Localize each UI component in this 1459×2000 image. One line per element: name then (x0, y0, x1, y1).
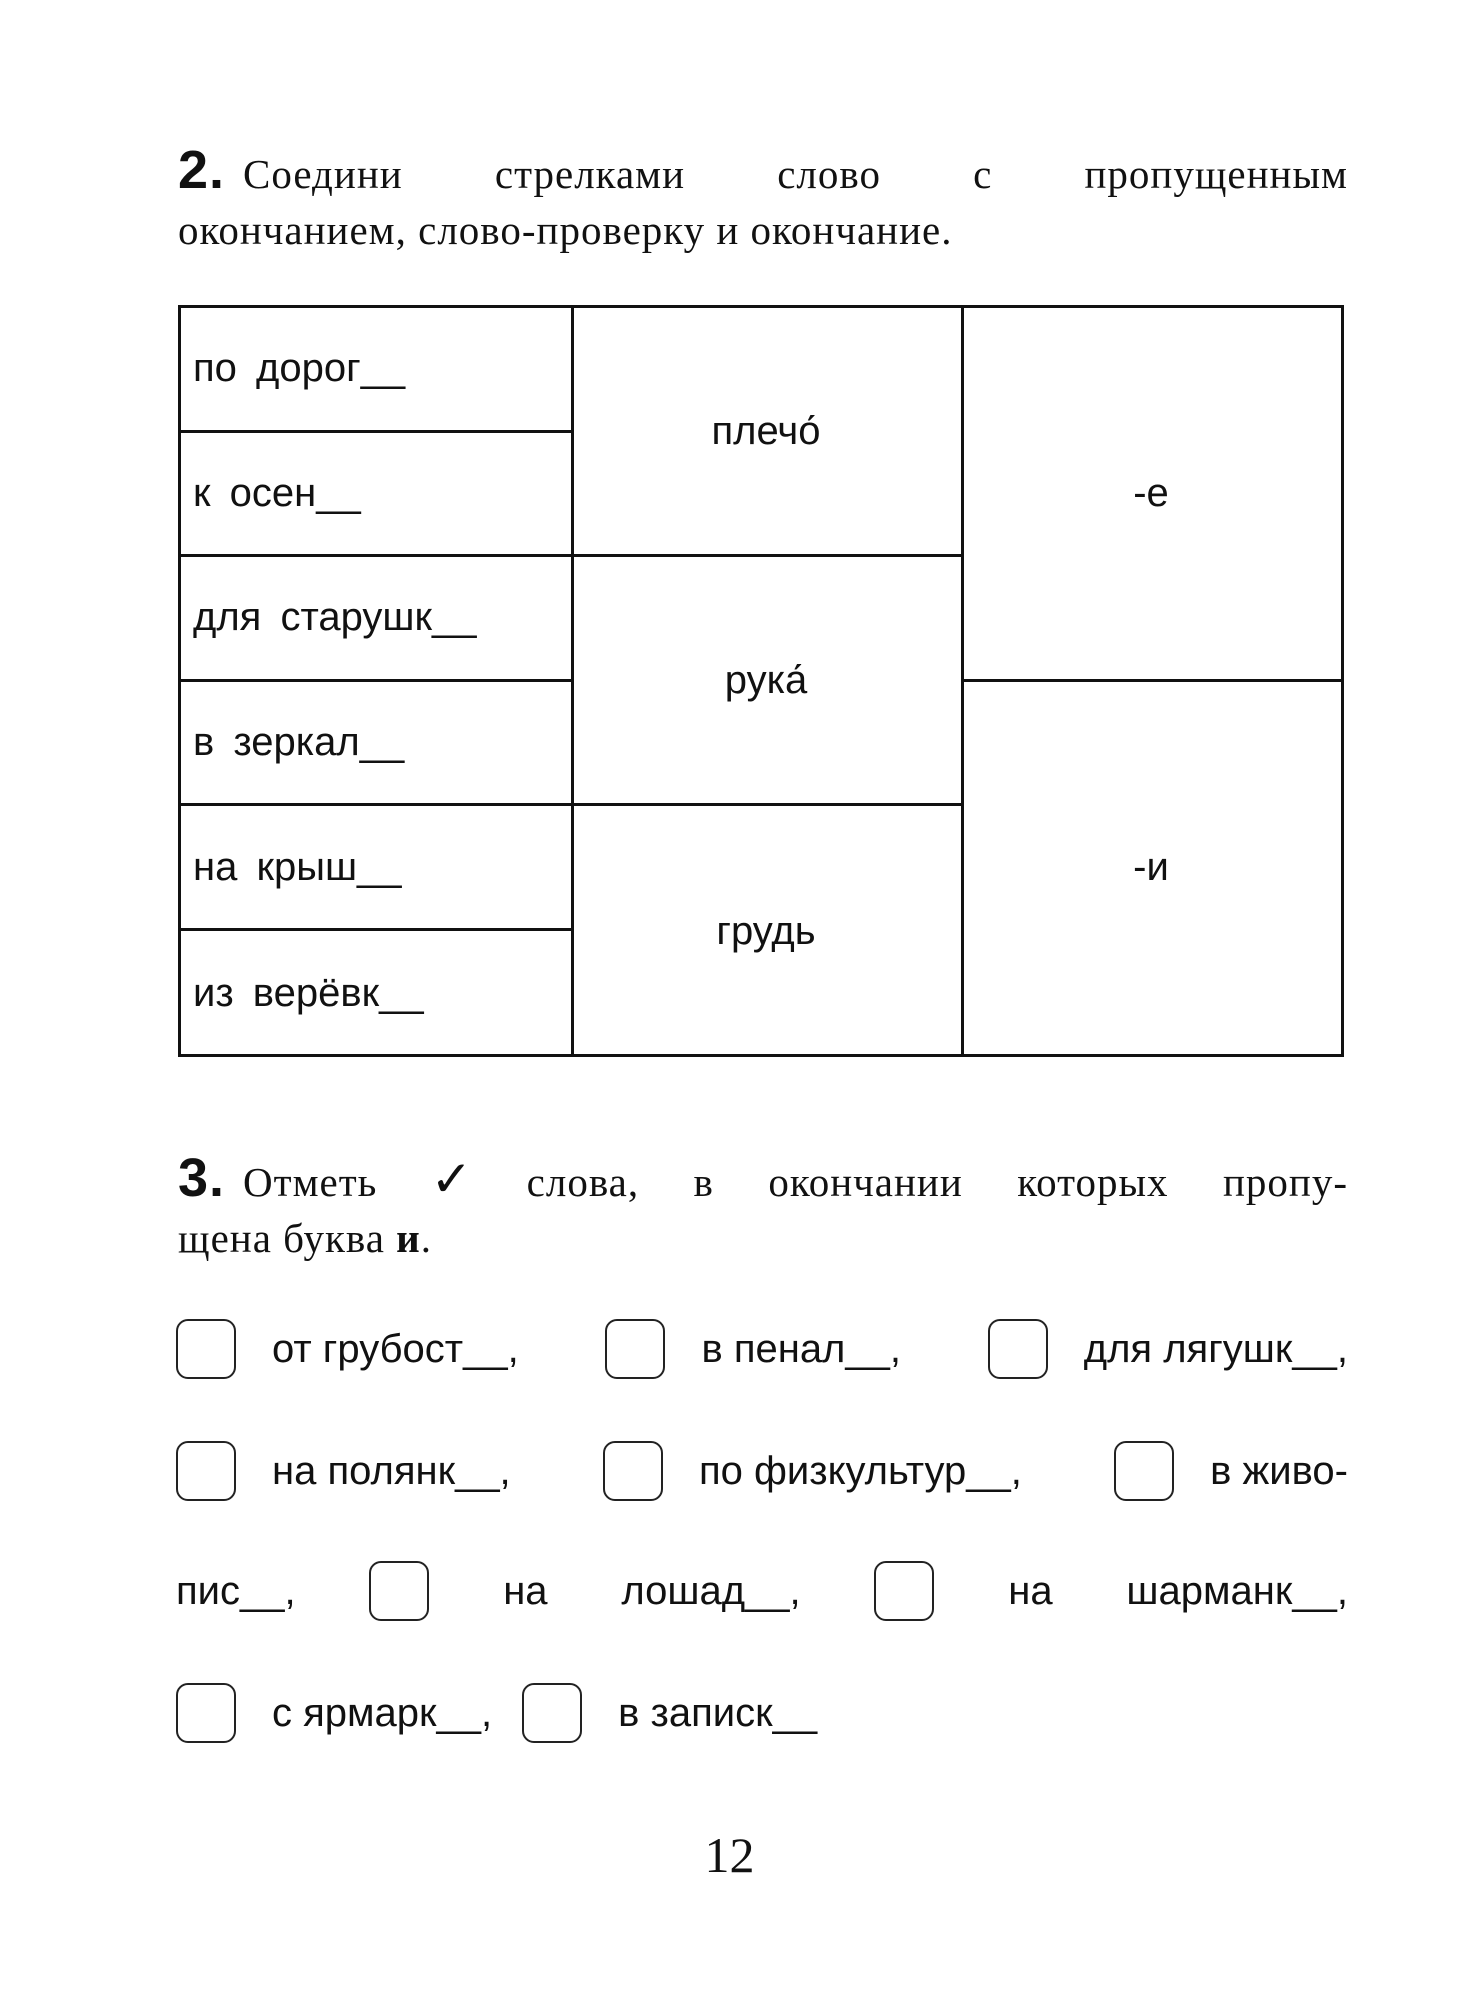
option-checkbox[interactable] (874, 1561, 934, 1621)
options-row-4 (176, 1678, 1348, 1748)
task-2-number: 2. (178, 140, 226, 200)
task-3-text-start: Отметь (243, 1159, 378, 1205)
word-cell[interactable]: по дорог__ (181, 308, 571, 433)
option-checkbox[interactable] (176, 1441, 236, 1501)
option-label: на (1008, 1568, 1053, 1613)
check-word-cell[interactable]: грудь (716, 908, 816, 953)
option-item (605, 1319, 901, 1379)
task-3-heading (178, 1150, 1348, 1266)
page-number: 12 (704, 1827, 755, 1883)
option-label: в записк__ (618, 1690, 818, 1735)
option-checkbox[interactable] (522, 1683, 582, 1743)
option-checkbox[interactable] (176, 1683, 236, 1743)
option-label: по физкультур__, (698, 1448, 1022, 1493)
option-label: в живо- (1210, 1448, 1348, 1493)
option-label-continued: пис__, (176, 1568, 296, 1613)
ending-cell[interactable]: -и (1133, 845, 1169, 890)
word-cell[interactable]: для старушк__ (181, 557, 571, 682)
task-2-text-line1: Соедини стрелками слово с пропущенным (243, 151, 1348, 197)
option-checkbox[interactable] (369, 1561, 429, 1621)
task-3-letter: и (396, 1215, 421, 1261)
task-2-text-line2: окончанием, слово-проверку и окончание. (178, 207, 953, 253)
option-label: шарманк__, (1126, 1568, 1348, 1613)
option-label: лошад__, (621, 1568, 801, 1613)
task-3-text-end: слова, в окончании которых пропу- (526, 1159, 1348, 1205)
word-cell[interactable]: из верёвк__ (193, 970, 424, 1015)
option-item (176, 1319, 519, 1379)
task-3-number: 3. (178, 1148, 226, 1208)
check-words-column (571, 308, 964, 1054)
option-checkbox[interactable] (988, 1319, 1048, 1379)
check-word-cell[interactable]: рука́ (571, 557, 961, 806)
option-label: с ярмарк__, (272, 1690, 493, 1735)
option-item (176, 1683, 492, 1743)
option-label: на (503, 1568, 548, 1613)
word-cell[interactable]: на крыш__ (181, 806, 571, 931)
option-item (988, 1319, 1348, 1379)
option-checkbox[interactable] (605, 1319, 665, 1379)
word-cell[interactable]: в зеркал__ (181, 682, 571, 807)
option-item (1114, 1441, 1348, 1501)
option-item (522, 1683, 817, 1743)
options-row-2 (176, 1436, 1348, 1506)
matching-table (178, 305, 1344, 1057)
option-checkbox[interactable] (176, 1319, 236, 1379)
option-item (176, 1441, 511, 1501)
task-3-period: . (420, 1215, 433, 1261)
option-checkbox[interactable] (603, 1441, 663, 1501)
option-label: на полянк__, (272, 1448, 511, 1493)
check-word-cell[interactable]: плечо́ (571, 308, 961, 557)
option-label: для лягушк__, (1083, 1326, 1348, 1371)
words-column (181, 308, 574, 1054)
word-cell[interactable]: к осен__ (181, 433, 571, 558)
ending-cell[interactable]: -е (961, 308, 1341, 682)
options-row-3 (176, 1556, 1348, 1626)
checkmark-icon: ✓ (387, 1150, 517, 1208)
task-2-heading (178, 142, 1348, 258)
option-item (603, 1441, 1022, 1501)
option-label: от грубост__, (272, 1326, 519, 1371)
task-3-text-line2: щена буква (178, 1215, 385, 1261)
endings-column (961, 308, 1341, 1054)
options-row-1 (176, 1314, 1348, 1384)
option-checkbox[interactable] (1114, 1441, 1174, 1501)
option-label: в пенал__, (701, 1326, 902, 1371)
